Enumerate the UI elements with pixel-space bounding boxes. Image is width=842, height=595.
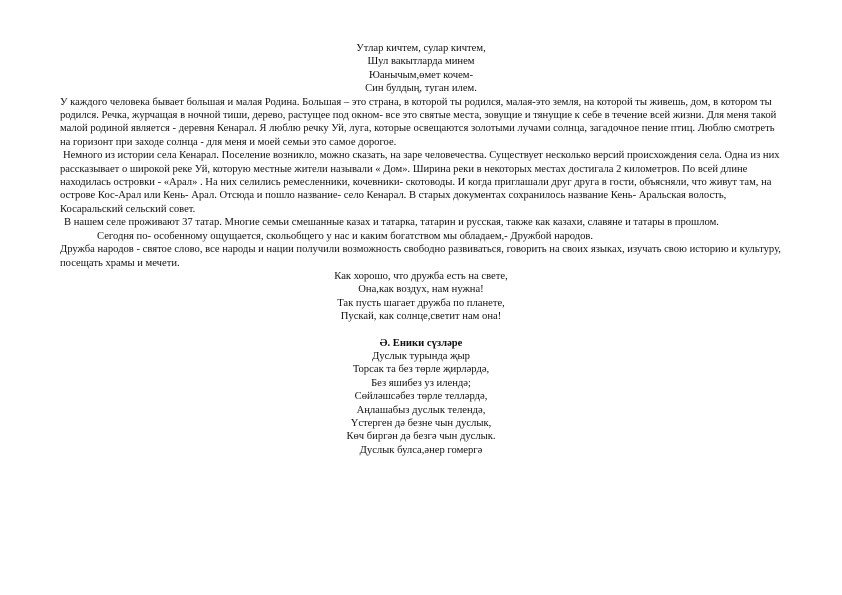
- poem-line: Сөйләшсәбез төрле телләрдә,: [354, 391, 488, 403]
- poem-line: Дуслык булса,әнер гомергә: [359, 444, 483, 456]
- paragraph-history: Немного из истории села Кенарал. Поселение возникло, можно сказать, на заре человечества. Существует несколько версий происхождения села. Одна из них рассказывает о широкой реке Уй, которую местные жители называли « Дом». Ширина реки в некоторых местах достигала 2 километров. По всей длине находилась островки - «Арал» . На них селились ремесленники, кочевники- скотоводы. И когда приглашали друг друга в гости, объясняли, что живут там, на острове Кос-Арал или Кень- Арал. Отсюда и пошло название- село Кенарал. В старых документах сохранилось название Кень- Аральская волость, Косаральский сельский совет.: [60, 150, 780, 215]
- poem-line: Без яшибез уз илендә;: [371, 377, 471, 389]
- tatar-poem-top: [60, 42, 782, 96]
- spacer: [60, 324, 782, 337]
- poem-line: Дуслык турында җыр: [372, 350, 470, 362]
- paragraph-population: В нашем селе проживают 37 татар. Многие семьи смешанные казах и татарка, татарин и русская, также как казахи, славяне и татары в прошлом.: [64, 217, 719, 229]
- poem-author: Ә. Еники сүзләре: [379, 337, 463, 349]
- paragraph-friendship: Дружба народов - святое слово, все народы и нации получили возможность свободно развиваться, говорить на своих языках, изучать свою историю и культуру, посещать храмы и мечети.: [60, 244, 781, 269]
- poem-line: Утлар кичтем, сулар кичтем,: [356, 43, 486, 54]
- poem-line: Она,как воздух, нам нужна!: [358, 284, 484, 296]
- poem-line: Шул вакытларда минем: [367, 56, 475, 68]
- poem-line: Торсак та без төрле җирләрдә,: [352, 364, 490, 376]
- tatar-poem-bottom: [60, 350, 782, 457]
- essay-body: [60, 96, 782, 270]
- russian-poem: [60, 270, 782, 324]
- poem-line: Көч биргән дә безгә чын дуслык.: [346, 431, 496, 443]
- poem-line: Так пусть шагает дружба по планете,: [337, 297, 505, 309]
- poem-line: Юанычым,өмет кочем-: [368, 69, 474, 81]
- poem-line: Син булдың, туган илем.: [365, 83, 477, 95]
- poem-line: Аңлашабыз дуслык телендә,: [356, 404, 486, 416]
- paragraph-homeland: У каждого человека бывает большая и малая Родина. Большая – это страна, в которой ты родился, малая-это земля, на которой ты живешь, дом, в котором ты родился. Речка, журчащая в ночной тиши, дерево, растущее под окном- все это святые места, зовущие и тянущие к себе в течение всей жизни. Для меня такой малой родиной является - деревня Кенарал. Я люблю речку Уй, луга, которые освещаются золотыми лучами солнца, загадочное пение птиц. Люблю смотреть на горизонт при заходе солнца - для меня и моей семьи это самое дорогое.: [60, 96, 777, 148]
- paragraph-friendship-intro: Сегодня по- особенному ощущается, скольобщего у нас и каким богатством мы обладаем,- Дружбой народов.: [97, 230, 594, 242]
- poem-line: Үстерген дә безне чын дуслык,: [350, 417, 492, 429]
- poem-line: Пускай, как солнце,светит нам она!: [340, 311, 502, 323]
- poem-line: Как хорошо, что дружба есть на свете,: [334, 270, 508, 282]
